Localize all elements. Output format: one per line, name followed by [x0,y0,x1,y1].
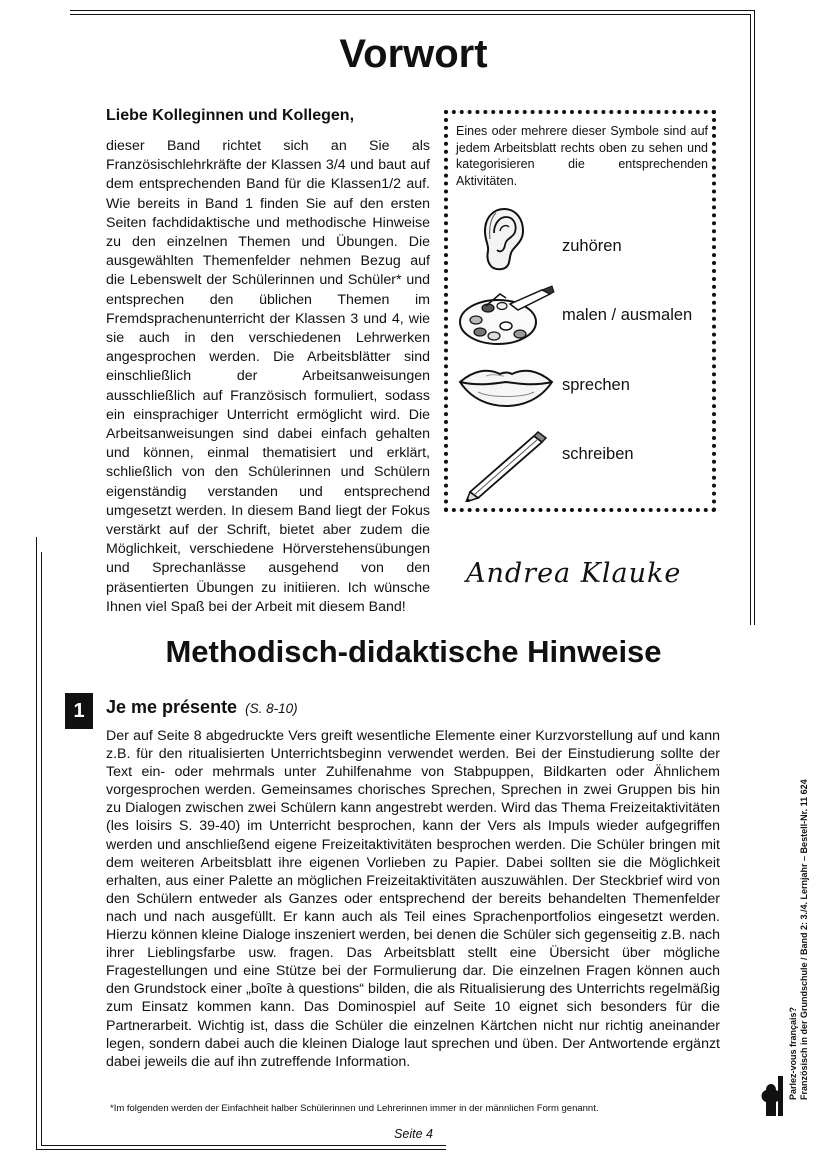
page-frame-line [70,10,755,11]
intro-paragraph: dieser Band richtet sich an Sie als Französischlehrkräfte der Klassen 3/4 und baut auf dem entsprechenden Band für die Klassen1/2 auf. Wie bereits in Band 1 finden Sie auf den ersten Seiten fachdidaktische und methodische Hinweise zu den einzelnen Themen und Übungen. Die ausgewählten Themenfelder nehmen Bezug auf die Lebenswelt der Schülerinnen und Schüler* und entsprechen den üblichen Themen im Fremdsprachenunterricht der Klassen 3 und 4, wie sie auch in den verschiedenen Lehrwerken angesprochen werden. Die Arbeitsblätter sind einschließlich der Arbeitsanweisungen ausschließlich auf Französisch formuliert, sodass ein einsprachiger Unterricht ermöglicht wird. Die Arbeitsanweisungen sind dabei einfach gehalten und können, einmal thematisiert und erklärt, schließlich von den Schülerinnen und Schülern eigenständig verstanden und entsprechend umgesetzt werden. In diesem Band liegt der Fokus verstärkt auf der Schrift, bietet aber zudem die Möglichkeit, verschiedene Hörverstehensübungen und Sprechanlässe ausgehend von den präsentierten Übungen zu initiieren. Ich wünsche Ihnen viel Spaß bei der Arbeit mit diesem Band! [106,138,430,615]
subsection-page-ref: (S. 8-10) [245,701,298,716]
page-number: Seite 4 [394,1127,433,1141]
page-title: Vorwort [339,32,488,76]
publisher-logo-tree-icon [758,1072,784,1120]
symbol-label-malen: malen / ausmalen [562,306,693,324]
section-number-badge: 1 [65,693,93,729]
symbol-label-schreiben: schreiben [562,445,634,463]
page-frame-line [750,14,751,625]
symbol-label-sprechen: sprechen [562,376,630,394]
symbol-label-zuhoeren: zuhören [562,237,622,255]
greeting: Liebe Kolleginnen und Kollegen, [106,107,355,124]
sidebar-book-title: Parlez-vous français? [788,1006,798,1100]
symbol-box-text: Eines oder mehrere dieser Symbole sind auf jedem Arbeitsblatt rechts oben zu sehen und kategorisieren die entsprechenden Aktivitäten. [456,124,708,188]
pencil-icon [456,430,556,502]
section-body-text: Der auf Seite 8 abgedruckte Vers greift wesentliche Elemente einer Kurzvorstellung auf und kann z.B. für den ritualisierten Unterrichtsbeginn verwendet werden. Bei der Einstudierung sollte der Text ein- oder mehrmals unter Zuhilfenahme von Stabpuppen, Bildkarten oder Ähnlichem vorgesprochen werden. Gemeinsames chorisches Sprechen, Sprechen in zwei Gruppen bis hin zu Dialogen zwischen zwei Schülern kann angestrebt werden. Wird das Thema Freizeitaktivitäten (les loisirs S. 39-40) im Unterricht besprochen, kann der Vers als Impuls wieder aufgegriffen werden und anschließend eigene Freizeitaktivitäten besprochen werden. Die Schüler bringen mit dem weiteren Arbeitsblatt ihre eigenen Vorlieben zu Papier. Dabei sollten sie die Möglichkeit erhalten, aus einer Palette an möglichen Freizeitaktivitäten auszuwählen. Der Steckbrief wird von den Schülern entweder als Ganzes oder entsprechend der bereits behandelten Themenfelder nach und nach ausgefüllt. Er kann auch als Teil eines Sprachenportfolios eingesetzt werden. Hierzu können kleine Dialoge inszeniert werden, bei denen die Schüler sich gegenseitig z.B. nach ihrer Lieblingsfarbe usw. fragen. Das Arbeitsblatt stellt eine Übersicht über mögliche Fragestellungen und eine Stütze bei der Formulierung dar. Die einzelnen Fragen können auch den Grundstock einer „boîte à questions“ bilden, die als Ritualisierung des Unterrichts regelmäßig zum Einsatz kommen kann. Das Dominospiel auf Seite 10 eignet sich besonders für die Partnerarbeit. Wichtig ist, dass die Schüler die einzelnen Kärtchen nicht nur richtig aneinander legen, sondern dabei auch die kleinen Dialoge laut sprechen und üben. Der Antwortende ergänzt dabei jeweils die auf ihn zutreffende Information. [106,728,720,1070]
page-frame-line [41,1145,446,1146]
ear-icon [456,205,556,273]
page-frame-line [70,14,750,15]
lips-icon [456,360,556,410]
paint-palette-icon [456,284,556,348]
sidebar-book-details: Französisch in der Grundschule / Band 2: 3./4. Lernjahr – Bestell-Nr. 11 624 [799,779,809,1100]
publisher-sidebar [788,650,810,1100]
subsection-title: Je me présente [106,697,238,717]
page-frame-line [754,10,755,625]
page-frame-line [36,537,37,1149]
page-frame-line [36,1149,446,1150]
subsection-heading [106,697,298,718]
author-signature: Andrea Klauke [466,558,682,589]
section-title: Methodisch-didaktische Hinweise [165,634,662,669]
footnote: *Im folgenden werden der Einfachheit halber Schülerinnen und Lehrerinnen immer in der männlichen Form genannt. [110,1103,599,1114]
